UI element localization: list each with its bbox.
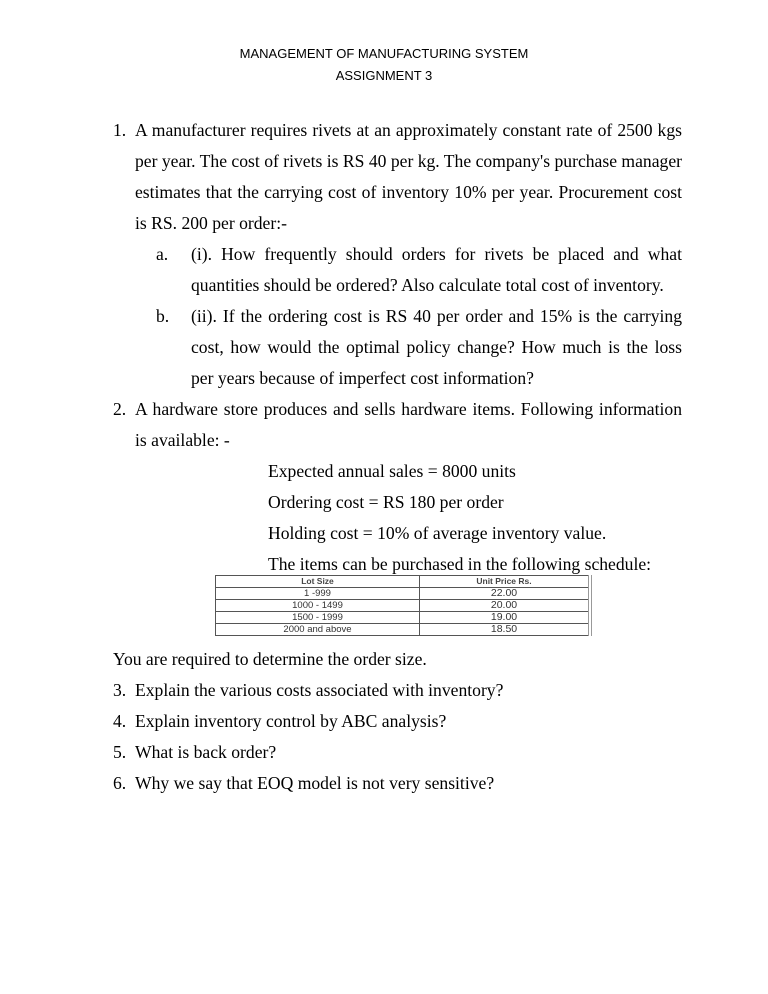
- document-title: MANAGEMENT OF MANUFACTURING SYSTEM: [239, 46, 529, 61]
- question-number: 4.: [113, 711, 127, 731]
- question-2-text: A hardware store produces and sells hardware items. Following information is available: -: [135, 399, 682, 450]
- question-5-text: What is back order?: [135, 742, 277, 762]
- question-2-instruction: You are required to determine the order size.: [113, 649, 427, 669]
- table-row: [216, 624, 591, 636]
- question-number: 6.: [113, 773, 127, 793]
- column-header: Lot Size: [216, 576, 420, 588]
- detail-schedule: The items can be purchased in the following schedule:: [268, 554, 652, 574]
- subquestion-number: b.: [156, 306, 170, 326]
- question-number: 1.: [113, 120, 127, 140]
- lot-size-cell: 2000 and above: [216, 624, 420, 636]
- table-header-row: [216, 576, 591, 588]
- question-6-text: Why we say that EOQ model is not very sensitive?: [135, 773, 495, 793]
- detail-sales: Expected annual sales = 8000 units: [268, 461, 516, 481]
- question-4-text: Explain inventory control by ABC analysis?: [135, 711, 447, 731]
- question-1a-text: (i). How frequently should orders for rivets be placed and what quantities should be ordered? Also calculate total cost of inventory.: [191, 244, 682, 295]
- table-row: [216, 612, 591, 624]
- price-cell: 20.00: [420, 600, 590, 612]
- detail-ordering-cost: Ordering cost = RS 180 per order: [268, 492, 504, 512]
- lot-size-cell: 1 -999: [216, 588, 420, 600]
- table-row: [216, 588, 591, 600]
- question-number: 5.: [113, 742, 127, 762]
- lot-size-cell: 1000 - 1499: [216, 600, 420, 612]
- table-row: [216, 600, 591, 612]
- detail-holding-cost: Holding cost = 10% of average inventory value.: [268, 523, 607, 543]
- question-1-text: A manufacturer requires rivets at an approximately constant rate of 2500 kgs per year. The cost of rivets is RS 40 per kg. The company's purchase manager estimates that the carrying cost of inventory 10% per year. Procurement cost is RS. 200 per order:-: [135, 120, 682, 233]
- question-1b-text: (ii). If the ordering cost is RS 40 per order and 15% is the carrying cost, how would the optimal policy change? How much is the loss per years because of imperfect cost information?: [191, 306, 682, 388]
- column-header: Unit Price Rs.: [420, 576, 590, 588]
- lot-size-cell: 1500 - 1999: [216, 612, 420, 624]
- price-cell: 18.50: [420, 624, 590, 636]
- price-cell: 22.00: [420, 588, 590, 600]
- price-cell: 19.00: [420, 612, 590, 624]
- question-3-text: Explain the various costs associated with inventory?: [135, 680, 504, 700]
- document-subtitle: ASSIGNMENT 3: [335, 68, 433, 83]
- question-number: 2.: [113, 399, 127, 419]
- question-number: 3.: [113, 680, 127, 700]
- subquestion-number: a.: [156, 244, 169, 264]
- price-schedule-table: [215, 575, 592, 636]
